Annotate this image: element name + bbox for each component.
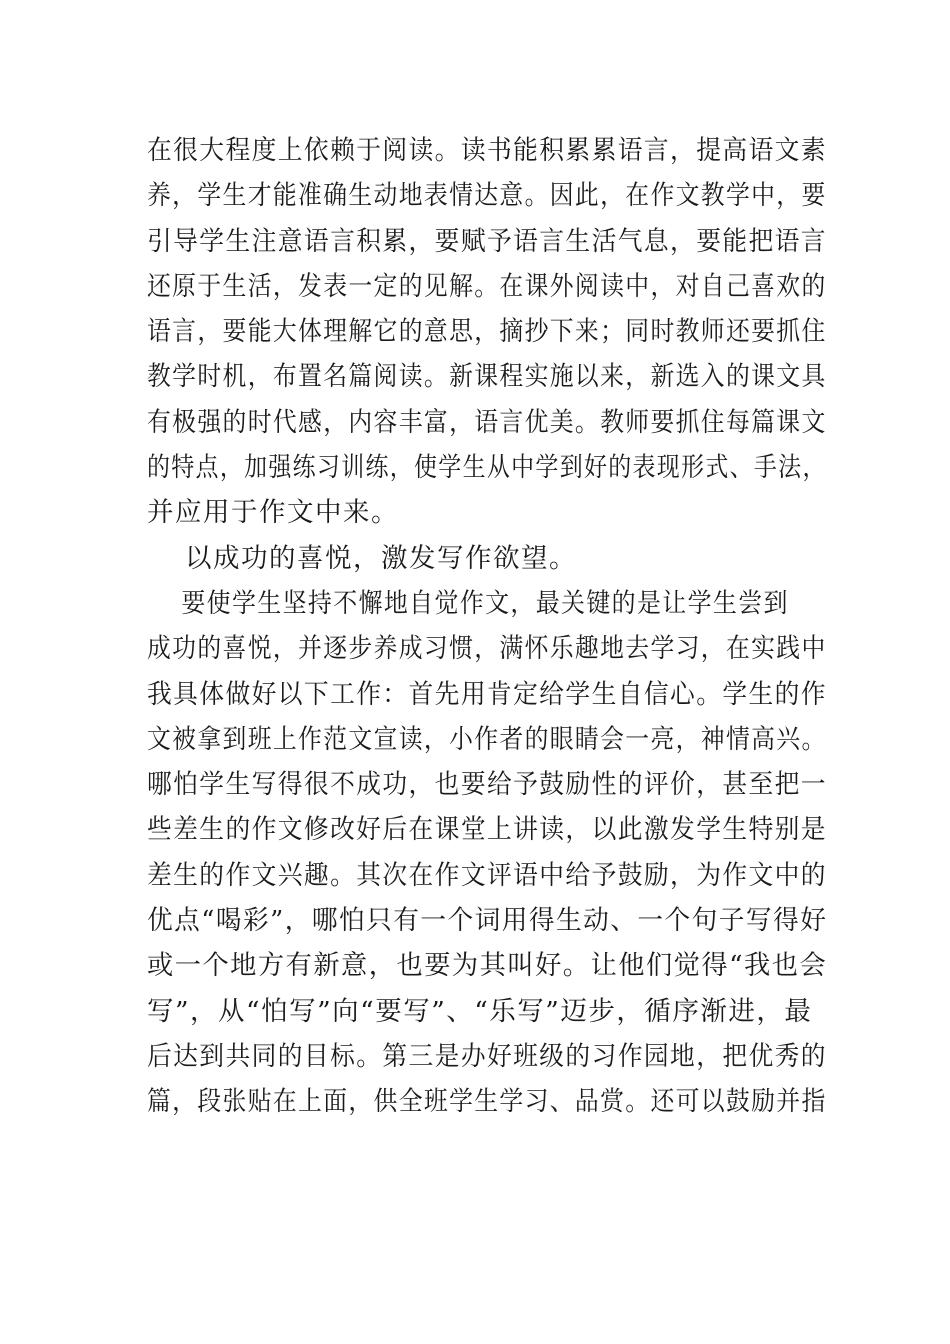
text-line: 有极强的时代感，内容丰富，语言优美。教师要抓住每篇课文: [147, 406, 827, 438]
text-line: 在很大程度上依赖于阅读。读书能积累累语言，提高语文素: [147, 135, 827, 166]
text-line: 差生的作文兴趣。其次在作文评语中给予鼓励，为作文中的: [147, 859, 827, 891]
text-line: 并应用于作文中来。: [147, 497, 399, 529]
text-line: 篇，段张贴在上面，供全班学生学习、品赏。还可以鼓励并指: [147, 1086, 827, 1118]
text-line: 优点“喝彩”，哪怕只有一个词用得生动、一个句子写得好: [147, 905, 828, 937]
text-line: 养，学生才能准确生动地表情达意。因此，在作文教学中，要: [147, 180, 827, 212]
text-line: 写”，从“怕写”向“要写”、“乐写”迈步，循序渐进，最: [147, 995, 813, 1027]
text-line: 还原于生活，发表一定的见解。在课外阅读中，对自己喜欢的: [147, 270, 827, 302]
text-line: 或一个地方有新意，也要为其叫好。让他们觉得“我也会: [147, 950, 828, 982]
text-line: 语言，要能大体理解它的意思，摘抄下来；同时教师还要抓住: [147, 316, 827, 348]
text-line: 成功的喜悦，并逐步养成习惯，满怀乐趣地去学习，在实践中: [147, 633, 827, 665]
text-line: 引导学生注意语言积累，要赋予语言生活气息，要能把语言: [147, 225, 827, 257]
text-line: 我具体做好以下工作：首先用肯定给学生自信心。学生的作: [147, 678, 827, 710]
text-line: 要使学生坚持不懈地自觉作文，最关键的是让学生尝到: [181, 587, 789, 619]
text-line: 教学时机，布置名篇阅读。新课程实施以来，新选入的课文具: [147, 361, 827, 393]
text-line: 后达到共同的目标。第三是办好班级的习作园地，把优秀的: [147, 1040, 827, 1072]
text-line: 哪怕学生写得很不成功，也要给予鼓励性的评价，甚至把一: [147, 769, 827, 801]
body-text: [147, 128, 827, 1125]
text-line: 些差生的作文修改好后在课堂上讲读，以此激发学生特别是: [147, 814, 827, 846]
text-line: 文被拿到班上作范文宣读，小作者的眼睛会一亮，神情高兴。: [147, 723, 827, 755]
text-line: 以成功的喜悦，激发写作欲望。: [185, 542, 577, 574]
text-line: 的特点，加强练习训练，使学生从中学到好的表现形式、手法，: [147, 452, 827, 484]
